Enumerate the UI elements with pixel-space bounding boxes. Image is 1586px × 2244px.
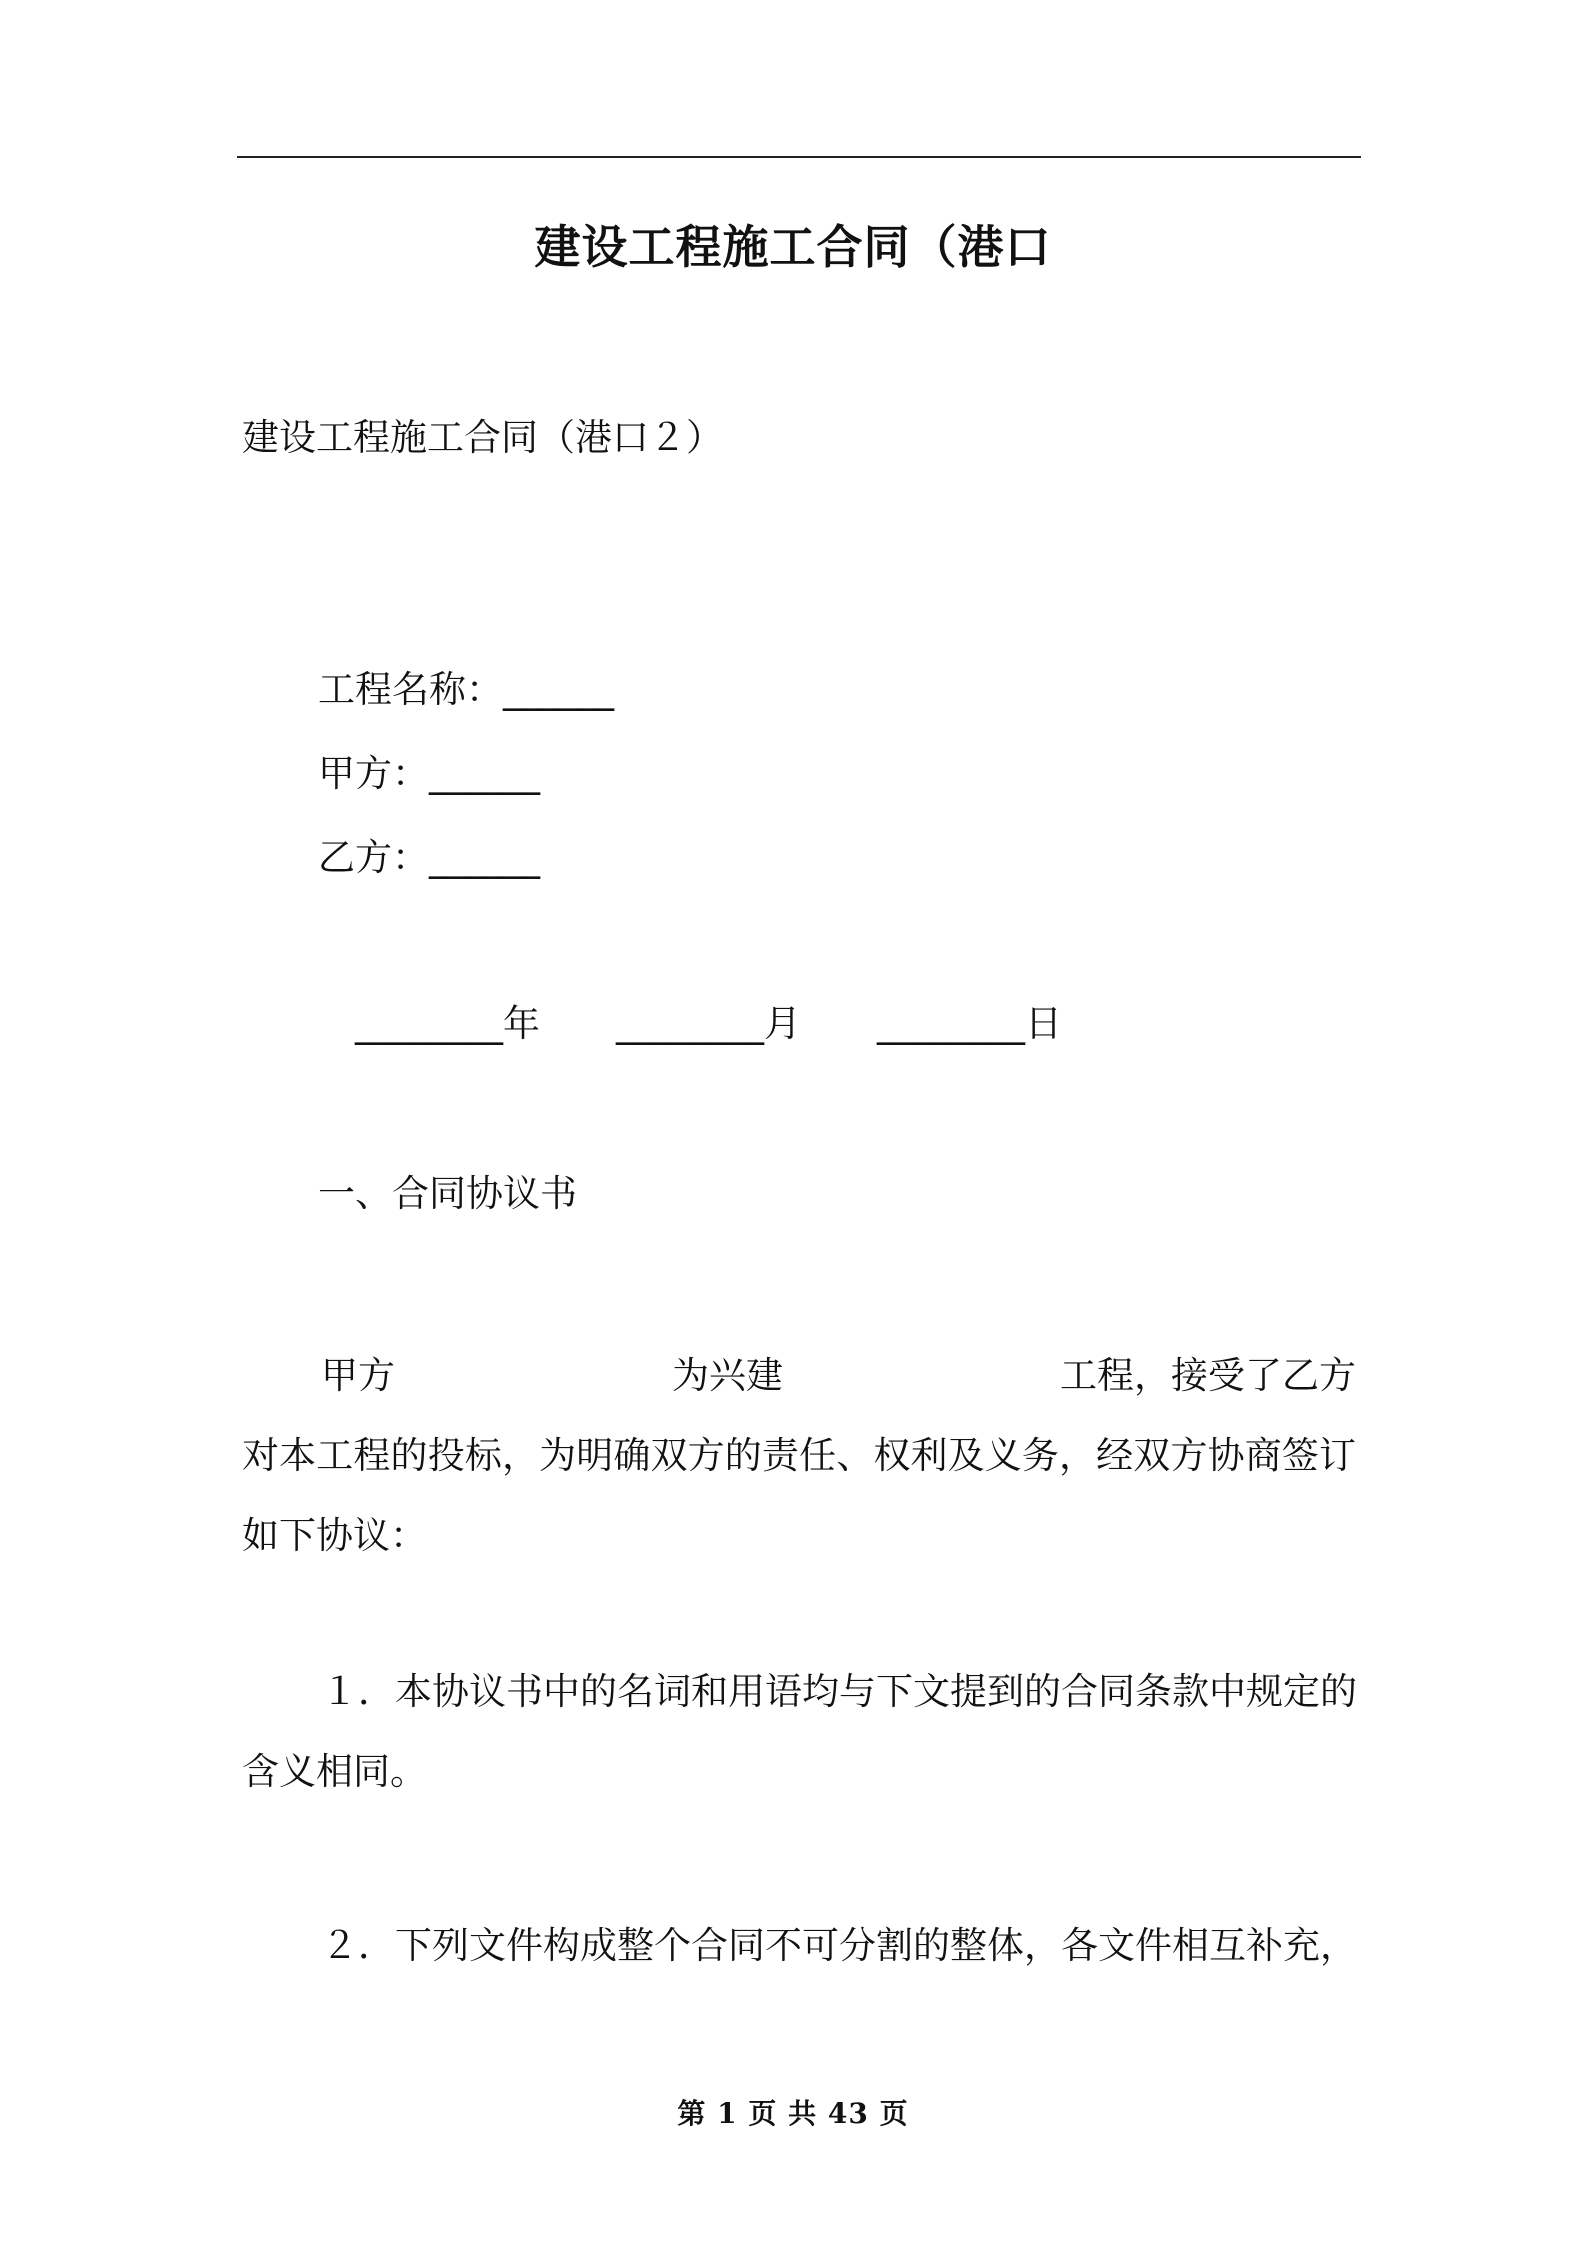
header-divider xyxy=(237,156,1361,158)
paragraph-line: ２．下列文件构成整个合同不可分割的整体，各文件相互补充， xyxy=(321,1924,1357,1967)
project-accept-label: 工程，接受了乙方 xyxy=(1060,1354,1356,1397)
clause-2 xyxy=(242,1906,1356,1986)
paragraph-line: 如下协议： xyxy=(242,1514,427,1557)
document-subtitle: 建设工程施工合同（港口２） xyxy=(242,416,723,459)
construction-label: 为兴建 xyxy=(672,1354,783,1397)
section-heading: 一、合同协议书 xyxy=(318,1172,577,1215)
date-line xyxy=(355,996,1062,1052)
agreement-paragraph-intro xyxy=(242,1336,1356,1576)
paragraph-line: 对本工程的投标，为明确双方的责任、权利及义务，经双方协商签订 xyxy=(242,1434,1356,1477)
party-b-field: 乙方：______ xyxy=(318,836,540,879)
paragraph-line xyxy=(242,1336,1356,1416)
party-a-field: 甲方：______ xyxy=(318,752,540,795)
paragraph-line: １．本协议书中的名词和用语均与下文提到的合同条款中规定的 xyxy=(321,1670,1357,1713)
date-month: ________月 xyxy=(616,1002,801,1045)
page-title: 建设工程施工合同（港口 xyxy=(534,220,1052,274)
project-name-field: 工程名称：______ xyxy=(318,668,614,711)
clause-1 xyxy=(242,1652,1356,1812)
date-day: ________日 xyxy=(877,1002,1062,1045)
date-year: ________年 xyxy=(355,1002,540,1045)
page-number-footer: 第 1 页 共 43 页 xyxy=(677,2097,909,2130)
paragraph-line: 含义相同。 xyxy=(242,1750,427,1793)
party-a-label: 甲方 xyxy=(321,1354,395,1397)
